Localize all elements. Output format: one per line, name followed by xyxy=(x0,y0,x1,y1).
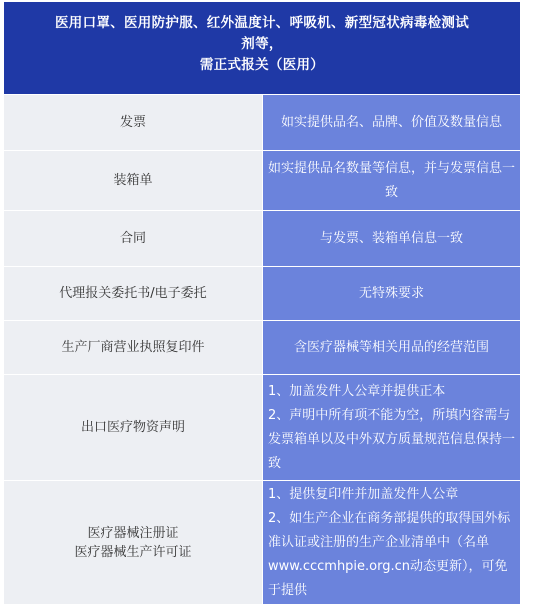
requirement-text: 如实提供品名数量等信息，并与发票信息一致 xyxy=(268,160,516,200)
table-header xyxy=(4,2,520,94)
header-line-3: 需正式报关（医用） xyxy=(199,57,325,73)
requirement-cell xyxy=(263,151,520,210)
document-name: 代理报关委托书/电子委托 xyxy=(59,286,207,301)
requirements-table xyxy=(4,2,520,604)
requirement-text: 2、如生产企业在商务部提供的取得国外标准认证或注册的生产企业清单中（名单www.cccmhpie.org.cn动态更新），可免于提供 xyxy=(268,510,511,598)
document-name-line-2: 医疗器械生产许可证 xyxy=(74,544,192,560)
table-row-contract xyxy=(4,210,520,266)
requirement-text: 2、声明中所有项不能为空，所填内容需与发票箱单以及中外双方质量规范信息保持一致 xyxy=(268,407,516,471)
requirement-cell xyxy=(263,375,520,480)
document-name: 生产厂商营业执照复印件 xyxy=(61,340,205,355)
requirement-cell xyxy=(263,95,520,150)
document-name: 装箱单 xyxy=(113,173,153,188)
requirement-text: 如实提供品名、品牌、价值及数量信息 xyxy=(280,114,502,130)
requirement-cell xyxy=(263,481,520,604)
requirement-cell xyxy=(263,267,520,320)
requirement-text: 无特殊要求 xyxy=(358,285,424,301)
table-row-export-declaration xyxy=(4,374,520,480)
document-name-line-1: 医疗器械注册证 xyxy=(87,525,179,541)
requirement-cell xyxy=(263,321,520,374)
header-line-2: 剂等， xyxy=(241,36,283,52)
requirement-text: 1、加盖发件人公章并提供正本 xyxy=(268,383,446,399)
document-name-cell xyxy=(4,481,263,604)
table-row-customs-authorization xyxy=(4,266,520,320)
document-name: 发票 xyxy=(119,115,146,130)
requirement-text: 含医疗器械等相关用品的经营范围 xyxy=(293,339,489,355)
document-name: 出口医疗物资声明 xyxy=(80,420,185,435)
header-line-1: 医用口罩、医用防护服、红外温度计、呼吸机、新型冠状病毒检测试 xyxy=(55,15,469,31)
document-name-cell xyxy=(4,375,263,480)
document-name: 合同 xyxy=(119,231,146,246)
document-name-cell xyxy=(4,321,263,374)
table-row-device-certificates xyxy=(4,480,520,604)
requirement-text: 与发票、装箱单信息一致 xyxy=(319,230,463,246)
document-name-cell xyxy=(4,151,263,210)
requirement-cell xyxy=(263,211,520,266)
table-row-business-license xyxy=(4,320,520,374)
document-name-cell xyxy=(4,267,263,320)
table-row-packing-list xyxy=(4,150,520,210)
document-name-cell xyxy=(4,95,263,150)
document-name-cell xyxy=(4,211,263,266)
requirement-text: 1、提供复印件并加盖发件人公章 xyxy=(268,486,459,502)
table-row-invoice xyxy=(4,94,520,150)
